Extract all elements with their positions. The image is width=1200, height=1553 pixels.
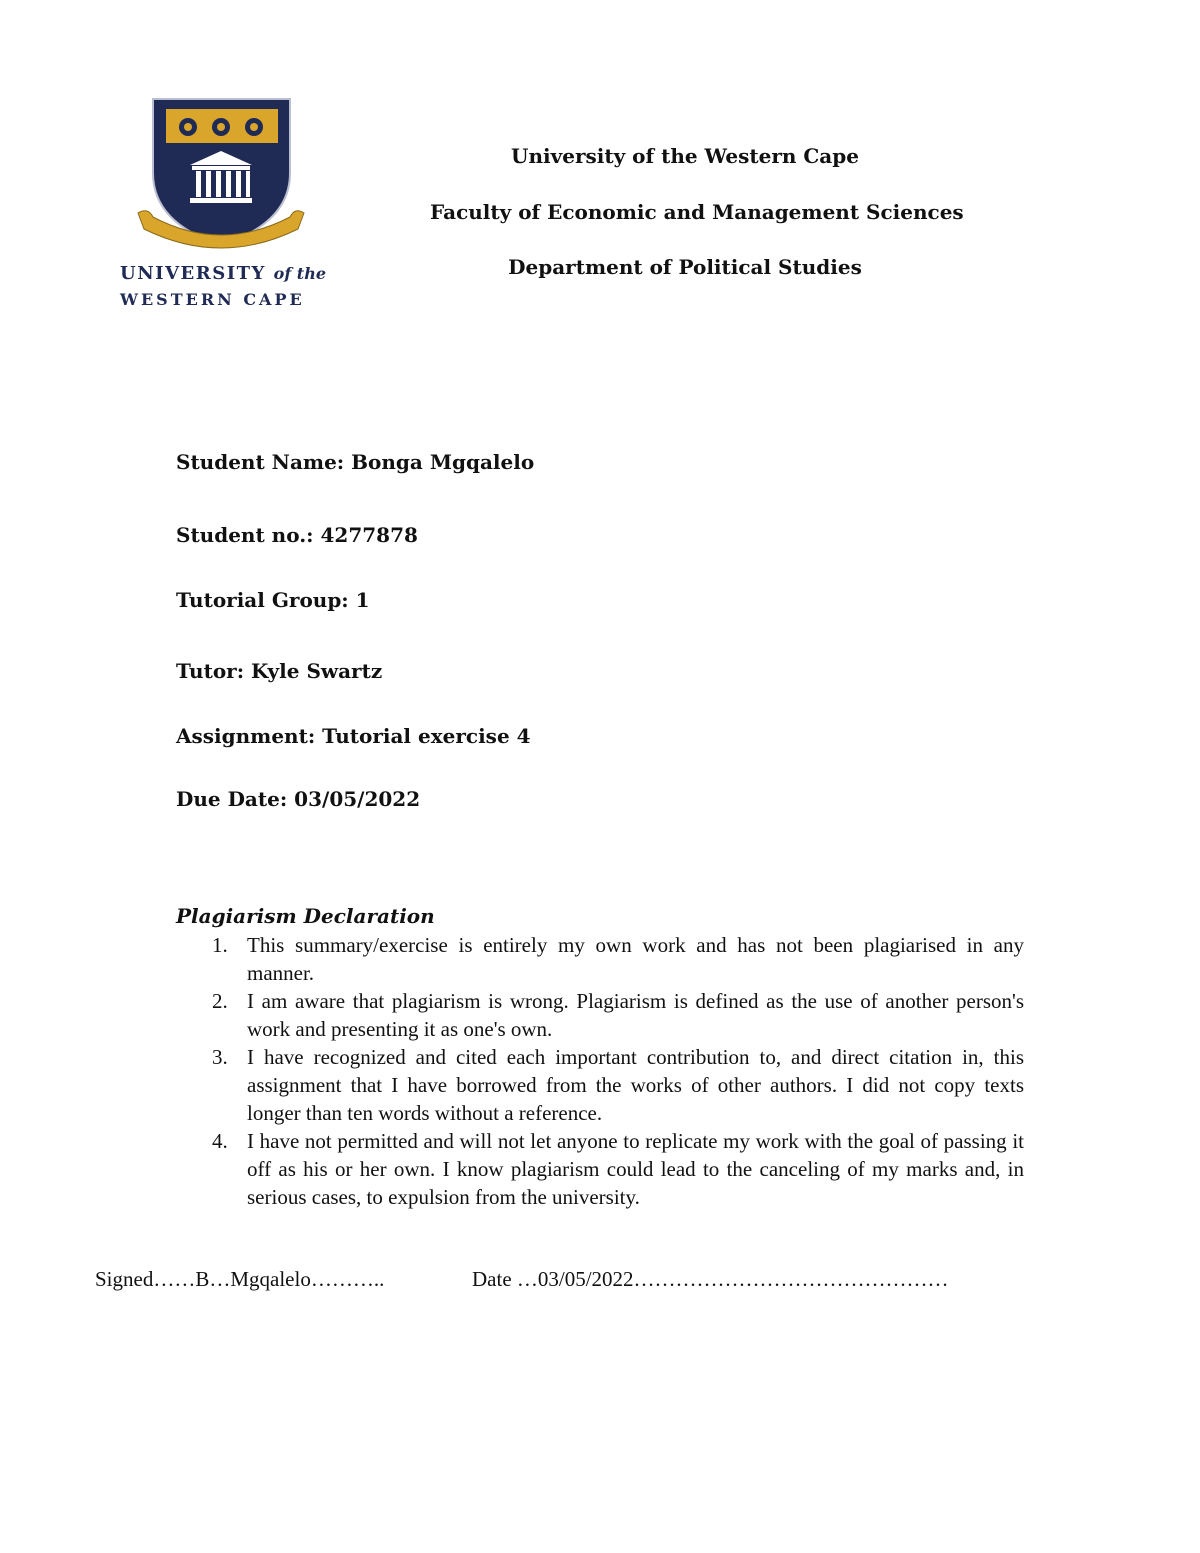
university-logo [108, 95, 328, 313]
signature-line: Signed……B…Mgqalelo……….. [95, 1267, 385, 1291]
student-name: Student Name: Bonga Mgqalelo [176, 450, 535, 474]
declaration-item: 3. I have recognized and cited each important contribution to, and direct citation in, this assignment that I have borrowed from the works of other authors. I did not copy texts longer than ten words without a reference. [212, 1045, 1024, 1125]
signature-date: Date …03/05/2022……………………………………… [472, 1267, 949, 1291]
logo-wordmark-line1: UNIVERSITY of the [120, 263, 326, 284]
assignment: Assignment: Tutorial exercise 4 [176, 724, 531, 748]
student-number: Student no.: 4277878 [176, 523, 418, 547]
university-title: University of the Western Cape [511, 144, 859, 168]
declaration-item: 1. This summary/exercise is entirely my own work and has not been plagiarised in any manner. [212, 933, 1024, 985]
tutor: Tutor: Kyle Swartz [176, 659, 383, 683]
declaration-item: 2. I am aware that plagiarism is wrong. Plagiarism is defined as the use of another person's work and presenting it as one's own. [212, 989, 1024, 1041]
department-title: Department of Political Studies [508, 255, 862, 279]
declaration-list [212, 931, 1024, 1211]
due-date: Due Date: 03/05/2022 [176, 787, 421, 811]
faculty-title: Faculty of Economic and Management Sciences [430, 200, 964, 224]
tutorial-group: Tutorial Group: 1 [176, 588, 370, 612]
declaration-item: 4. I have not permitted and will not let anyone to replicate my work with the goal of passing it off as his or her own. I know plagiarism could lead to the canceling of my marks and, in serious cases, to expulsion from the university. [212, 1129, 1024, 1209]
crest-icon [108, 95, 328, 260]
declaration-title: Plagiarism Declaration [176, 904, 435, 928]
logo-wordmark-line2: WESTERN CAPE [120, 290, 305, 309]
